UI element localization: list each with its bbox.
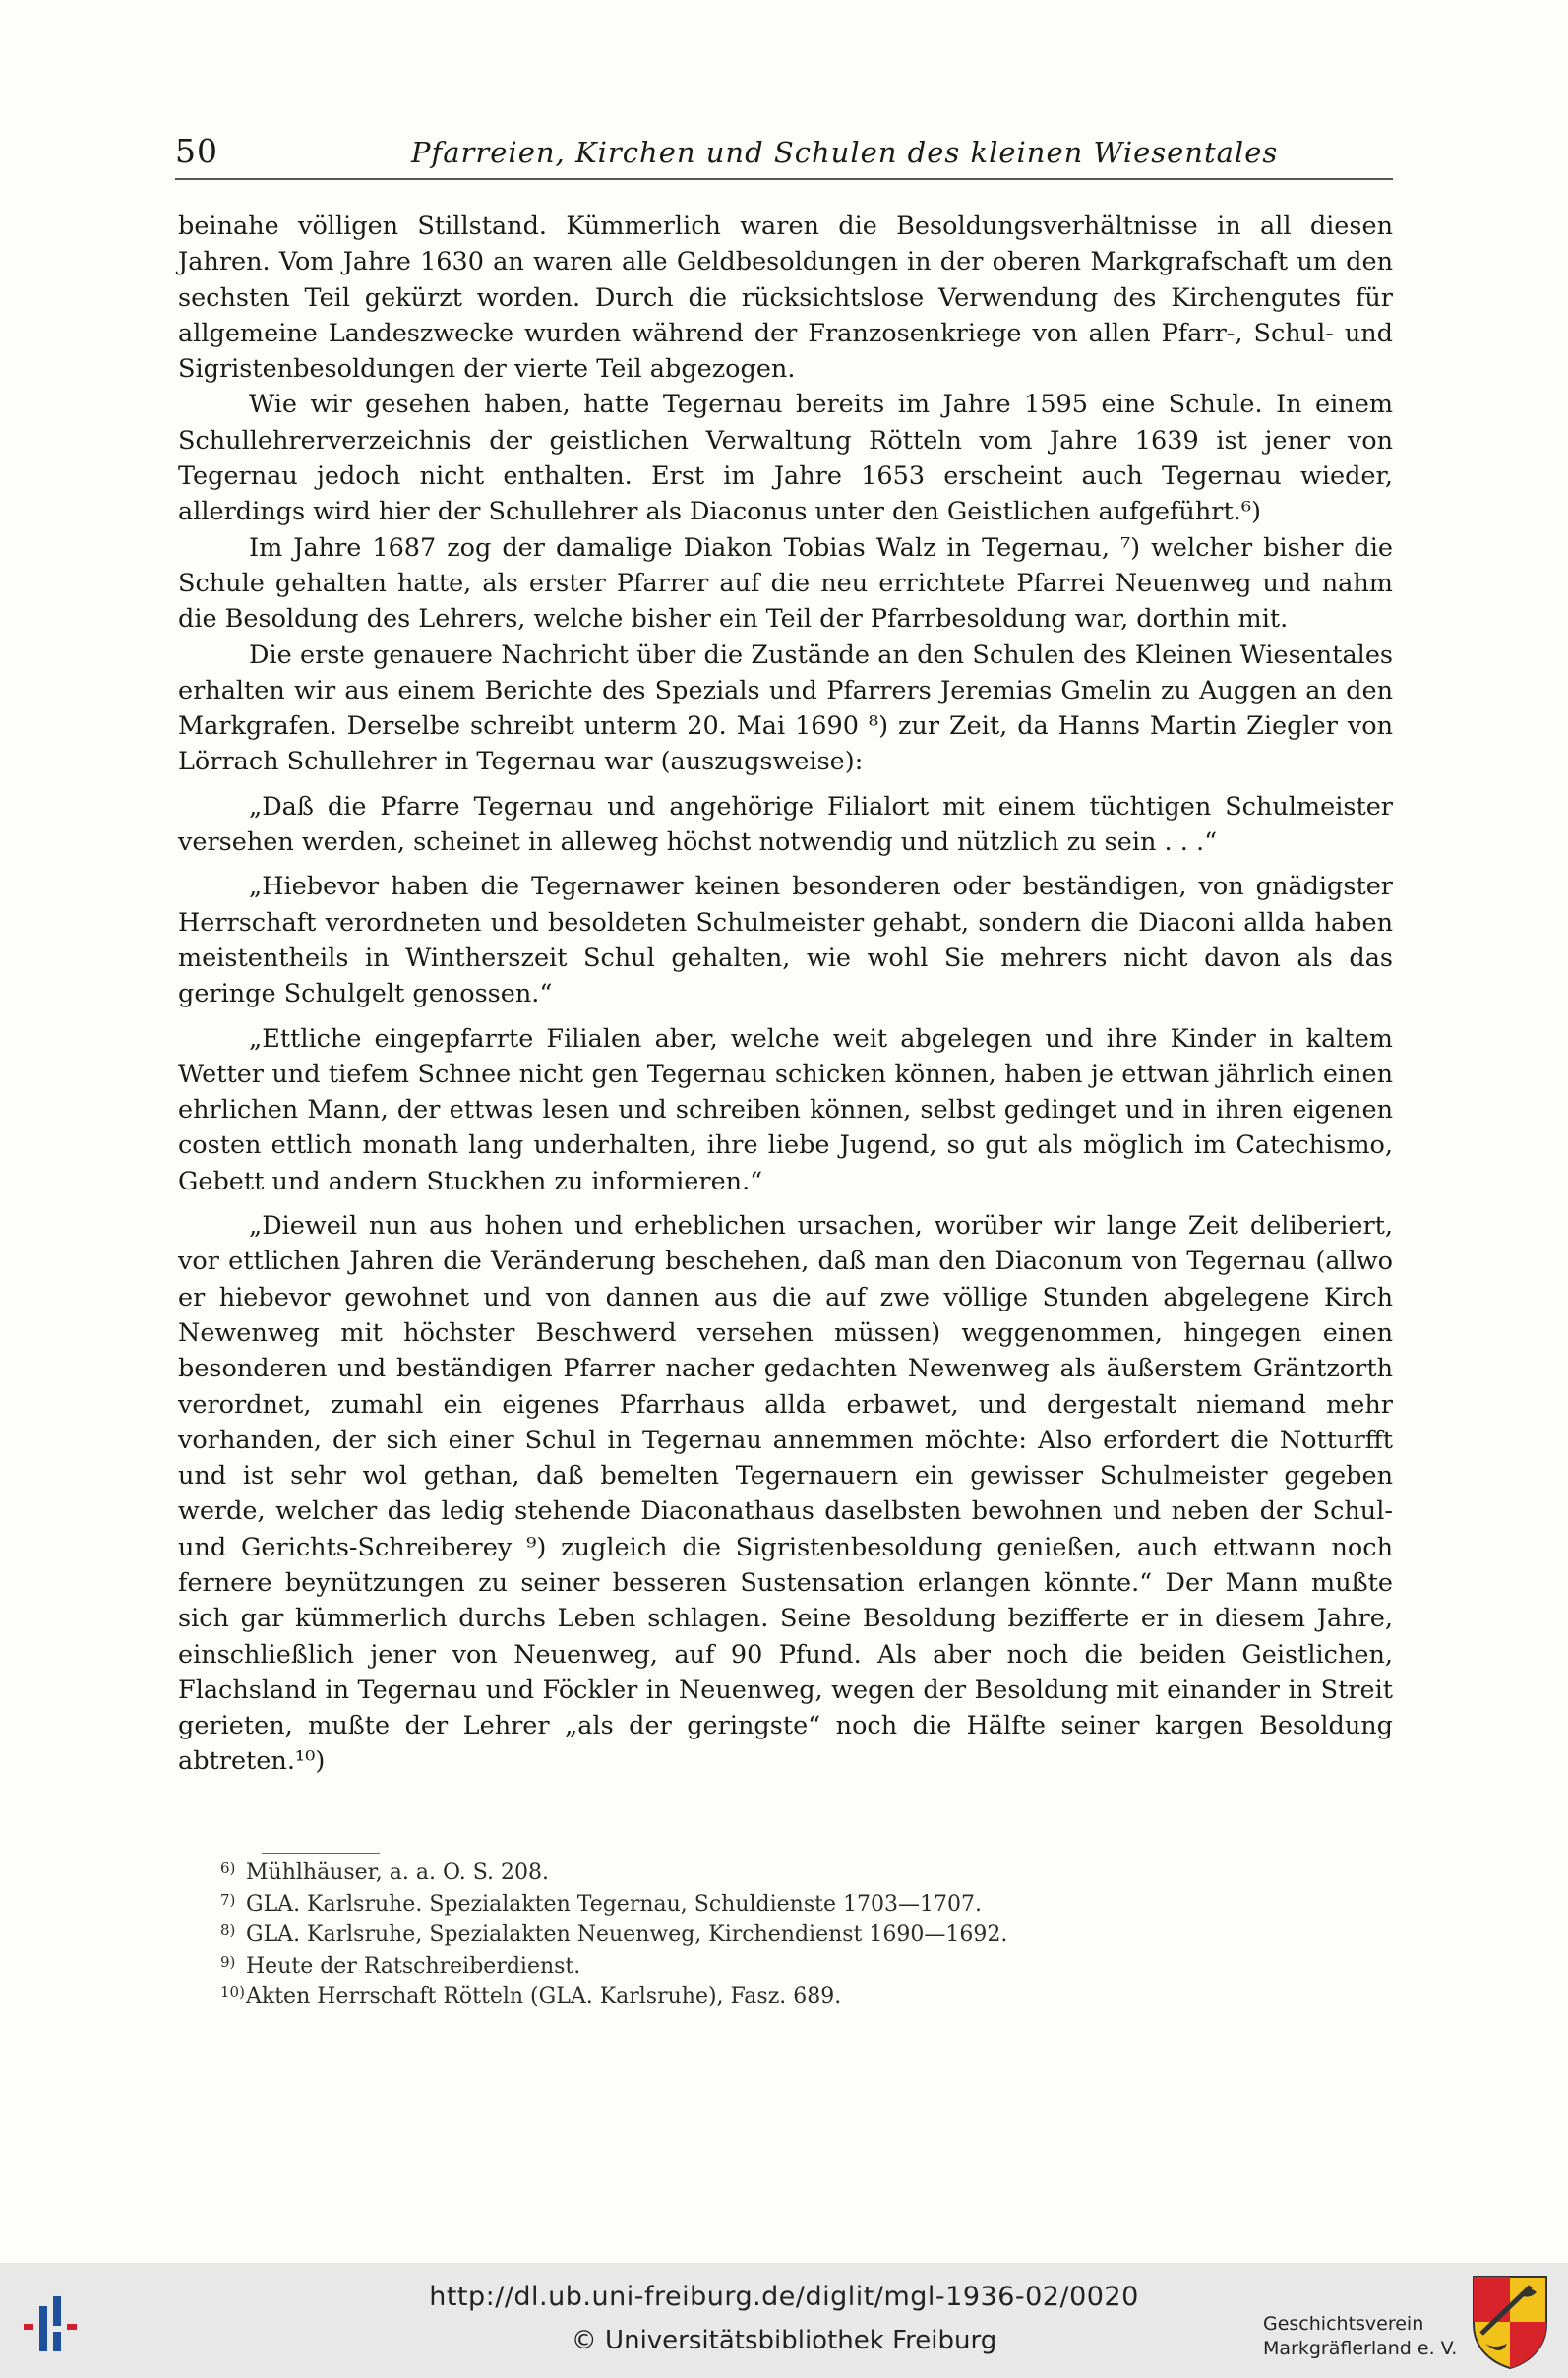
quotation-paragraph: „Ettliche eingepfarrte Filialen aber, welche weit abgelegen und ihre Kinder in kaltem Wetter und tiefem Schnee nicht gen Tegernau schicken können, haben je ettwan jährlich einen ehrlichen Mann, der ettwas lesen und schreiben können, selbst gedinget und in ihren eigenen costen ettlich monath lang underhalten, ihre liebe Jugend, so gut als möglich im Catechismo, Gebett und andern Stuckhen zu informieren.“	[178, 1023, 1393, 1196]
footnote	[220, 1949, 1204, 1981]
footnote-mark: 8)	[220, 1921, 236, 1939]
footnote-mark: 10)	[220, 1983, 245, 2001]
footnote-mark: 9)	[220, 1952, 236, 1971]
footnote	[220, 1887, 1204, 1919]
copyright-notice: © Universitätsbibliothek Freiburg	[571, 2326, 997, 2355]
footnote-text: GLA. Karlsruhe, Spezialakten Neuenweg, Kirchendienst 1690—1692.	[246, 1922, 1008, 1947]
footnote-mark: 6)	[220, 1860, 236, 1877]
footnote-text: Mühlhäuser, a. a. O. S. 208.	[246, 1860, 549, 1885]
footnote	[220, 1980, 1204, 2011]
footnote-text: Akten Herrschaft Rötteln (GLA. Karlsruhe), Fasz. 689.	[246, 1984, 842, 2009]
paragraph: Wie wir gesehen haben, hatte Tegernau bereits im Jahre 1595 eine Schule. In einem Schullehrerverzeichnis der geistlichen Verwaltung Rötteln vom Jahre 1639 ist jener von Tegernau jedoch nicht enthalten. Erst im Jahre 1653 erscheint auch Tegernau wieder, allerdings wird hier der Schullehrer als Diaconus unter den Geistlichen aufgeführt.⁶)	[178, 390, 1393, 527]
paragraph: Im Jahre 1687 zog der damalige Diakon Tobias Walz in Tegernau, ⁷) welcher bisher die Schule gehalten hatte, als erster Pfarrer auf die neu errichtete Pfarrei Neuenweg und nahm die Besoldung des Lehrers, welche bisher ein Teil der Pfarrbesoldung war, dorthin mit.	[178, 532, 1393, 635]
paragraph: beinahe völligen Stillstand. Kümmerlich waren die Besoldungsverhältnisse in all diesen Jahren. Vom Jahre 1630 an waren alle Geldbesoldungen in der oberen Markgrafschaft um den sechsten Teil gekürzt worden. Durch die rücksichtslose Verwendung des Kirchengutes für allgemeine Landeszwecke wurden während der Franzosenkriege von allen Pfarr-, Schul- und Sigristenbesoldungen der vierte Teil abgezogen.	[178, 212, 1393, 385]
footnotes	[220, 1856, 1204, 2011]
body-text	[178, 209, 1393, 1780]
sponsor-line: Markgräflerland e. V.	[1263, 2338, 1458, 2359]
sponsor-name	[1263, 2312, 1457, 2361]
page-header	[175, 126, 1393, 175]
sponsor-line: Geschichtsverein	[1263, 2313, 1424, 2335]
running-title: Pfarreien, Kirchen und Schulen des kleinen Wiesentales	[411, 136, 1279, 169]
footnote	[220, 1856, 1204, 1887]
coat-of-arms-icon	[1472, 2275, 1548, 2369]
quotation-paragraph: „Hiebevor haben die Tegernawer keinen besonderen oder beständigen, von gnädigster Herrschaft verordneten und besoldeten Schulmeister gehabt, sondern die Diaconi allda haben meistentheils in Wintherszeit Schul gehalten, wie wohl Sie mehrers nicht davon als das geringe Schulgelt genossen.“	[178, 872, 1393, 1009]
page-number: 50	[175, 132, 218, 170]
footnote-rule	[262, 1853, 380, 1854]
permalink-url[interactable]: http://dl.ub.uni-freiburg.de/diglit/mgl-1936-02/0020	[429, 2282, 1139, 2312]
footnote	[220, 1918, 1204, 1949]
footnote-text: Heute der Ratschreiberdienst.	[246, 1953, 581, 1979]
quotation-paragraph: „Daß die Pfarre Tegernau und angehörige Filialort mit einem tüchtigen Schulmeister versehen werden, scheinet in alleweg höchst notwendig und nützlich zu sein . . .“	[178, 791, 1393, 858]
quotation-paragraph: „Dieweil nun aus hohen und erheblichen ursachen, worüber wir lange Zeit deliberiert, vor ettlichen Jahren die Veränderung beschehen, daß man den Diaconum von Tegernau (allwo er hiebevor gewohnet und von dannen aus die auf zwe völlige Stunden abgelegene Kirch Newenweg mit höchster Beschwerd versehen müssen) weggenommen, hingegen einen besonderen und beständigen Pfarrer nacher gedachten Newenweg als äußerstem Gräntzorth verordnet, zumahl ein eigenes Pfarrhaus allda erbawet, und dergestalt niemand mehr vorhanden, der sich einer Schul in Tegernau annemmen möchte: Also erfordert die Notturfft und ist sehr wol gethan, daß bemelten Tegernauern ein gewisser Schulmeister gegeben werde, welcher das ledig stehende Diaconathaus daselbsten bewohnen und neben der Schul- und Gerichts-Schreiberey ⁹) zugleich die Sigristenbesoldung genießen, auch ettwann noch fernere beynützungen zu seiner besseren Sustensation erlangen könnte.“ Der Mann mußte sich gar kümmerlich durchs Leben schlagen. Seine Besoldung bezifferte er in diesem Jahre, einschließlich jener von Neuenweg, auf 90 Pfund. Als aber noch die beiden Geistlichen, Flachsland in Tegernau und Föckler in Neuenweg, wegen der Besoldung mit einander in Streit gerieten, mußte der Lehrer „als der geringste“ noch die Hälfte seiner kargen Besoldung abtreten.¹⁰)	[178, 1211, 1393, 1777]
footnote-text: GLA. Karlsruhe. Spezialakten Tegernau, Schuldienste 1703—1707.	[246, 1891, 982, 1917]
paragraph: Die erste genauere Nachricht über die Zustände an den Schulen des Kleinen Wiesentales erhalten wir aus einem Berichte des Spezials und Pfarrers Jeremias Gmelin zu Auggen an den Markgrafen. Derselbe schreibt unterm 20. Mai 1690 ⁸) zur Zeit, da Hanns Martin Ziegler von Lörrach Schullehrer in Tegernau war (auszugsweise):	[178, 640, 1393, 777]
header-rule	[175, 178, 1393, 180]
footnote-mark: 7)	[220, 1890, 236, 1909]
